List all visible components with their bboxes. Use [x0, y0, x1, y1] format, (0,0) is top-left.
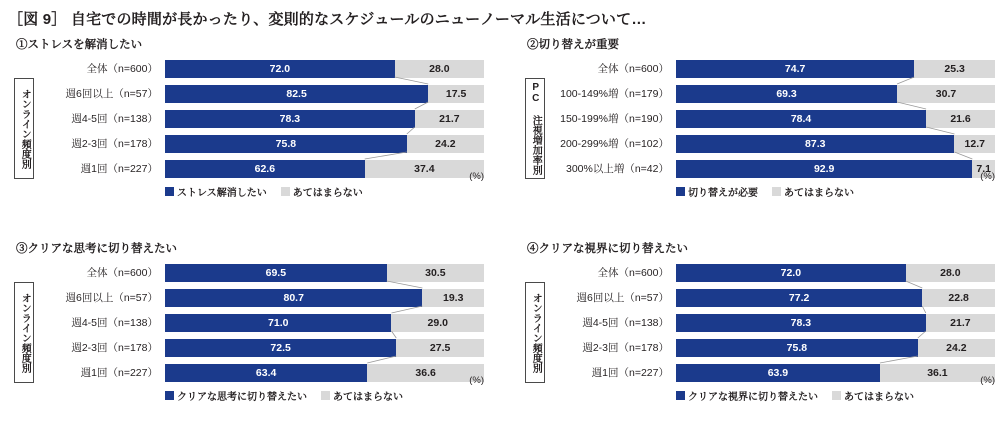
chart-body [525, 56, 995, 181]
unit-label: (%) [469, 171, 484, 182]
bar-segment-secondary: 29.0 [391, 314, 484, 332]
bar-segment-secondary: 28.0 [395, 60, 484, 78]
bar-segment-primary: 74.7 [676, 60, 914, 78]
legend-swatch-icon [772, 187, 781, 196]
bar-segment-primary: 63.4 [165, 364, 367, 382]
bar-segment-secondary: 19.3 [422, 289, 484, 307]
bar-rows [37, 56, 484, 181]
bar-row [548, 335, 995, 360]
bar-segment-primary: 78.4 [676, 110, 926, 128]
bar-category-label: 150-199%増（n=190） [560, 113, 669, 125]
stacked-bar [676, 60, 995, 78]
legend-swatch-icon [676, 187, 685, 196]
legend-swatch-icon [165, 391, 174, 400]
chart-title: ①ストレスを解消したい [16, 39, 143, 51]
bar-segment-primary: 71.0 [165, 314, 391, 332]
stacked-bar [165, 339, 484, 357]
bar-segment-secondary: 30.5 [387, 264, 484, 282]
bar-row [37, 81, 484, 106]
bar-row [37, 106, 484, 131]
bar-category-label: 週1回（n=227） [80, 163, 158, 175]
legend-item-b: あてはまらない [321, 388, 403, 403]
bar-category-label: 全体（n=600） [597, 267, 669, 279]
bar-segment-primary: 78.3 [165, 110, 415, 128]
bar-segment-secondary: 22.8 [922, 289, 995, 307]
bar-row [548, 106, 995, 131]
legend-swatch-icon [676, 391, 685, 400]
bar-category-label: 全体（n=600） [86, 63, 158, 75]
bar-rows [37, 260, 484, 385]
group-axis-label: オンライン頻度別 [14, 78, 34, 179]
bar-segment-secondary: 30.7 [897, 85, 995, 103]
bar-row [548, 81, 995, 106]
bar-category-label: 全体（n=600） [86, 267, 158, 279]
chart-body [525, 260, 995, 385]
legend-swatch-icon [321, 391, 330, 400]
chart-title: ③クリアな思考に切り替えたい [16, 243, 177, 255]
bar-category-label: 週6回以上（n=57） [576, 292, 669, 304]
bar-segment-primary: 62.6 [165, 160, 365, 178]
chart-legend [676, 375, 995, 403]
bar-rows [548, 260, 995, 385]
bar-row [548, 360, 995, 385]
stacked-bar [676, 314, 995, 332]
bar-segment-secondary: 28.0 [906, 264, 995, 282]
bar-row [37, 156, 484, 181]
bar-category-label: 週4-5回（n=138） [71, 317, 158, 329]
bar-segment-primary: 72.5 [165, 339, 396, 357]
bar-segment-primary: 72.0 [676, 264, 906, 282]
chart-legend [165, 375, 484, 403]
stacked-bar [676, 110, 995, 128]
bar-segment-secondary: 37.4 [365, 160, 484, 178]
stacked-bar [165, 264, 484, 282]
bar-category-label: 週2-3回（n=178） [71, 138, 158, 150]
bar-category-label: 全体（n=600） [597, 63, 669, 75]
bar-segment-primary: 63.9 [676, 364, 880, 382]
bar-row [37, 56, 484, 81]
bar-segment-primary: 69.5 [165, 264, 387, 282]
chart-panel-3 [14, 240, 484, 415]
bar-segment-primary: 87.3 [676, 135, 954, 153]
unit-label: (%) [980, 375, 995, 386]
chart-title: ④クリアな視界に切り替えたい [527, 243, 688, 255]
bar-category-label: 100-149%増（n=179） [560, 88, 669, 100]
chart-legend [165, 171, 484, 199]
bar-category-label: 週2-3回（n=178） [71, 342, 158, 354]
chart-legend [676, 171, 995, 199]
stacked-bar [676, 364, 995, 382]
group-axis-label: PC 注視増加率別 [525, 78, 545, 179]
bar-row [548, 260, 995, 285]
bar-segment-secondary: 12.7 [954, 135, 995, 153]
bar-row [548, 285, 995, 310]
bar-segment-secondary: 24.2 [918, 339, 995, 357]
unit-label: (%) [469, 375, 484, 386]
stacked-bar [676, 289, 995, 307]
bar-rows [548, 56, 995, 181]
stacked-bar [676, 85, 995, 103]
legend-item-a: クリアな思考に切り替えたい [165, 388, 307, 403]
stacked-bar [676, 160, 995, 178]
bar-category-label: 週6回以上（n=57） [65, 88, 158, 100]
group-axis-label: オンライン頻度別 [525, 282, 545, 383]
bar-segment-primary: 75.8 [676, 339, 918, 357]
bar-category-label: 週1回（n=227） [591, 367, 669, 379]
stacked-bar [165, 289, 484, 307]
bar-segment-secondary: 36.6 [367, 364, 484, 382]
bar-segment-primary: 69.3 [676, 85, 897, 103]
bar-category-label: 週4-5回（n=138） [582, 317, 669, 329]
bar-row [37, 335, 484, 360]
bar-row [37, 285, 484, 310]
bar-category-label: 週1回（n=227） [80, 367, 158, 379]
chart-panel-2 [525, 36, 995, 211]
chart-body [14, 260, 484, 385]
bar-row [548, 131, 995, 156]
bar-segment-secondary: 25.3 [914, 60, 995, 78]
bar-segment-secondary: 36.1 [880, 364, 995, 382]
legend-item-b: あてはまらない [832, 388, 914, 403]
stacked-bar [165, 135, 484, 153]
stacked-bar [676, 135, 995, 153]
bar-category-label: 週6回以上（n=57） [65, 292, 158, 304]
bar-segment-secondary: 17.5 [428, 85, 484, 103]
legend-item-a: クリアな視界に切り替えたい [676, 388, 818, 403]
stacked-bar [165, 314, 484, 332]
bar-segment-secondary: 7.1 [972, 160, 995, 178]
stacked-bar [676, 264, 995, 282]
chart-panel-1 [14, 36, 484, 211]
legend-item-b: あてはまらない [772, 184, 854, 199]
bar-segment-primary: 92.9 [676, 160, 972, 178]
bar-row [37, 131, 484, 156]
bar-segment-secondary: 24.2 [407, 135, 484, 153]
bar-segment-primary: 77.2 [676, 289, 922, 307]
stacked-bar [165, 85, 484, 103]
legend-item-a: 切り替えが必要 [676, 184, 758, 199]
bar-row [548, 56, 995, 81]
legend-swatch-icon [165, 187, 174, 196]
legend-swatch-icon [281, 187, 290, 196]
bar-category-label: 週4-5回（n=138） [71, 113, 158, 125]
legend-item-a: ストレス解消したい [165, 184, 267, 199]
bar-row [37, 260, 484, 285]
legend-item-b: あてはまらない [281, 184, 363, 199]
bar-row [37, 360, 484, 385]
bar-row [548, 156, 995, 181]
bar-segment-primary: 80.7 [165, 289, 422, 307]
stacked-bar [165, 110, 484, 128]
bar-row [37, 310, 484, 335]
bar-category-label: 200-299%増（n=102） [560, 138, 669, 150]
stacked-bar [676, 339, 995, 357]
group-axis-label: オンライン頻度別 [14, 282, 34, 383]
stacked-bar [165, 60, 484, 78]
chart-panel-4 [525, 240, 995, 415]
bar-segment-primary: 75.8 [165, 135, 407, 153]
bar-row [548, 310, 995, 335]
bar-segment-primary: 78.3 [676, 314, 926, 332]
chart-body [14, 56, 484, 181]
page-title: ［図 9］ 自宅での時間が長かったり、変則的なスケジュールのニューノーマル生活について… [8, 11, 647, 28]
bar-category-label: 300%以上増（n=42） [565, 163, 669, 175]
chart-title: ②切り替えが重要 [527, 39, 619, 51]
legend-swatch-icon [832, 391, 841, 400]
bar-segment-primary: 72.0 [165, 60, 395, 78]
stacked-bar [165, 364, 484, 382]
bar-segment-primary: 82.5 [165, 85, 428, 103]
bar-category-label: 週2-3回（n=178） [582, 342, 669, 354]
unit-label: (%) [980, 171, 995, 182]
bar-segment-secondary: 27.5 [396, 339, 484, 357]
bar-segment-secondary: 21.7 [415, 110, 484, 128]
bar-segment-secondary: 21.6 [926, 110, 995, 128]
stacked-bar [165, 160, 484, 178]
bar-segment-secondary: 21.7 [926, 314, 995, 332]
